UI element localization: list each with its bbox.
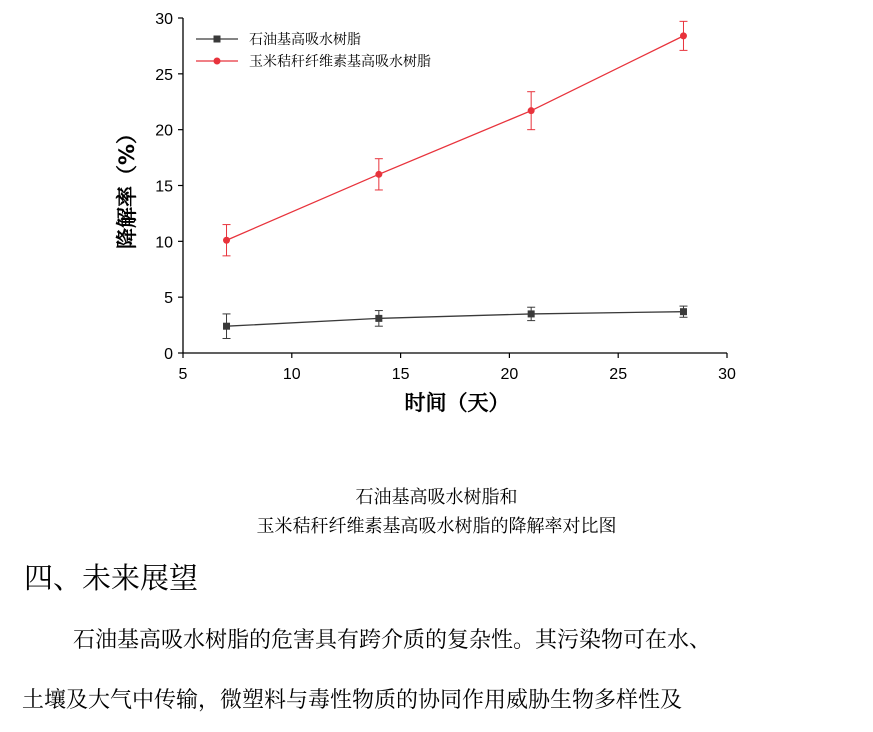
figure-caption-line2: 玉米秸秆纤维素基高吸水树脂的降解率对比图	[256, 516, 617, 537]
data-point	[223, 323, 230, 330]
y-tick-label: 20	[155, 122, 173, 140]
paragraph-line-2: 土壤及大气中传输，微塑料与毒性物质的协同作用威胁生物多样性及	[22, 688, 683, 713]
series-line	[227, 312, 684, 327]
data-point	[680, 308, 687, 315]
y-tick-label: 10	[155, 234, 173, 252]
x-tick-label: 30	[718, 366, 736, 383]
chart-legend	[196, 31, 431, 70]
data-point	[375, 315, 382, 322]
chart-ticks	[155, 11, 736, 383]
x-tick-label: 20	[500, 366, 519, 383]
data-point	[528, 107, 535, 114]
y-axis-label: 降解率（%）	[115, 122, 139, 250]
x-tick-label: 5	[178, 366, 188, 383]
legend-marker	[214, 58, 221, 65]
figure-caption-line1: 石油基高吸水树脂和	[355, 487, 518, 508]
x-tick-label: 25	[609, 366, 628, 383]
data-point	[375, 171, 382, 178]
paragraph-line-1: 石油基高吸水树脂的危害具有跨介质的复杂性。其污染物可在水、	[73, 628, 712, 653]
data-point	[528, 310, 535, 317]
x-tick-label: 10	[282, 366, 301, 383]
y-tick-label: 5	[164, 290, 173, 308]
legend-label: 玉米秸秆纤维素基高吸水树脂	[249, 54, 431, 70]
y-tick-label: 15	[155, 178, 173, 196]
x-axis-label: 时间（天）	[404, 391, 510, 415]
data-point	[680, 32, 687, 39]
legend-label: 石油基高吸水树脂	[249, 32, 361, 48]
y-tick-label: 25	[155, 66, 173, 84]
y-tick-label: 0	[164, 346, 173, 363]
section-heading: 四、未来展望	[24, 561, 199, 595]
y-tick-label: 30	[155, 11, 173, 28]
data-point	[223, 237, 230, 244]
legend-marker	[214, 36, 221, 43]
x-tick-label: 15	[391, 366, 410, 383]
